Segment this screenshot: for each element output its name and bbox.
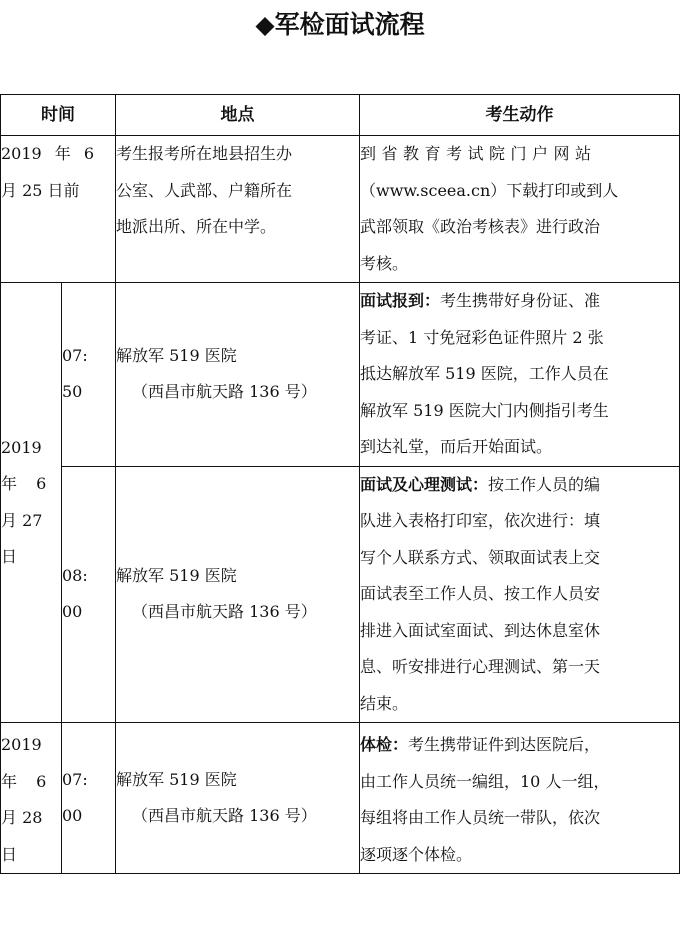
action-line	[360, 283, 679, 320]
action-line: 到达礼堂，而后开始面试。	[360, 437, 553, 456]
date-line: 月 25 日前	[1, 180, 80, 200]
table-header-row	[1, 95, 680, 136]
time-line: 50	[62, 382, 83, 402]
header-time: 时间	[1, 95, 116, 136]
time-cell	[62, 723, 116, 874]
date-line: 年 6	[1, 771, 47, 791]
action-line: 队进入表格打印室，依次进行：填	[360, 511, 601, 530]
date-line: 年 6	[1, 474, 47, 493]
action-line: 面试表至工作人员、按工作人员安	[360, 584, 601, 603]
date-cell	[1, 723, 62, 874]
place-line: （西昌市航天路 136 号）	[132, 602, 317, 622]
action-lead: 体检：	[360, 735, 409, 754]
date-cell	[1, 136, 116, 283]
place-cell	[116, 283, 360, 467]
time-line: 00	[62, 806, 83, 825]
table-row	[1, 136, 680, 283]
action-text: 考生携带证件到达医院后，	[408, 735, 601, 754]
action-cell	[360, 723, 680, 874]
action-text: 按工作人员的编	[488, 474, 601, 494]
action-line: 逐项逐个体检。	[360, 844, 473, 864]
place-line: 地派出所、所在中学。	[116, 217, 277, 236]
table-row	[1, 466, 680, 723]
action-line: 每组将由工作人员统一带队，依次	[360, 808, 601, 827]
place-line: 解放军 519 医院	[116, 565, 237, 585]
action-line	[360, 727, 679, 764]
action-line: 写个人联系方式、领取面试表上交	[360, 547, 601, 567]
header-action: 考生动作	[360, 95, 680, 136]
date-line: 月 27	[1, 510, 43, 530]
table-row	[1, 283, 680, 467]
time-line: 08:	[62, 565, 88, 585]
action-line: （www.sceea.cn）下载打印或到人	[360, 180, 619, 200]
date-line: 月 28	[1, 808, 43, 827]
action-line	[360, 467, 679, 504]
header-place: 地点	[116, 95, 360, 136]
place-line: 解放军 519 医院	[116, 769, 237, 789]
action-lead: 面试报到：	[360, 291, 441, 310]
time-cell	[62, 283, 116, 467]
place-line: 解放军 519 医院	[116, 345, 237, 365]
action-lead: 面试及心理测试：	[360, 474, 489, 494]
place-line: 考生报考所在地县招生办	[116, 144, 293, 163]
table-row	[1, 723, 680, 874]
date-line: 日	[1, 844, 18, 864]
action-line: 结束。	[360, 693, 409, 713]
place-cell	[116, 136, 360, 283]
action-line: 武部领取《政治考核表》进行政治	[360, 217, 601, 236]
date-cell	[1, 283, 62, 723]
schedule-table	[0, 94, 680, 874]
time-cell	[62, 466, 116, 723]
page-title: ◆军检面试流程	[255, 10, 425, 39]
action-line: 到省教育考试院门户网站	[360, 144, 597, 163]
date-line: 2019 年 6	[1, 144, 95, 163]
action-line: 由工作人员统一编组，10 人一组，	[360, 771, 610, 791]
action-text: 考生携带好身份证、准	[440, 291, 601, 310]
action-line: 考核。	[360, 253, 409, 273]
action-line: 解放军 519 医院大门内侧指引考生	[360, 400, 609, 420]
place-cell	[116, 723, 360, 874]
place-line: 公室、人武部、户籍所在	[116, 180, 293, 200]
date-line: 日	[1, 547, 18, 566]
time-line: 07:	[62, 345, 88, 365]
action-cell	[360, 466, 680, 723]
action-line: 息、听安排进行心理测试、第一天	[360, 657, 601, 676]
place-line: （西昌市航天路 136 号）	[132, 382, 317, 402]
time-line: 00	[62, 602, 83, 622]
action-line: 抵达解放军 519 医院，工作人员在	[360, 364, 609, 383]
time-line: 07:	[62, 769, 88, 789]
action-line: 考证、1 寸免冠彩色证件照片 2 张	[360, 327, 604, 347]
place-line: （西昌市航天路 136 号）	[132, 806, 317, 825]
action-line: 排进入面试室面试、到达休息室休	[360, 620, 601, 640]
place-cell	[116, 466, 360, 723]
action-cell	[360, 283, 680, 467]
date-line: 2019	[1, 735, 42, 754]
action-cell	[360, 136, 680, 283]
date-line: 2019	[1, 437, 42, 457]
